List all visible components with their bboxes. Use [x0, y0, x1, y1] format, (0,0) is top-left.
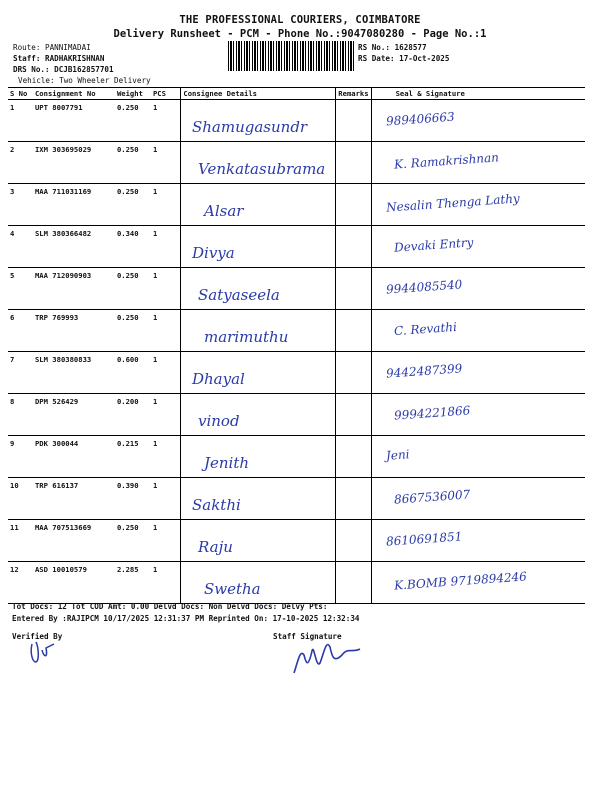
cell-wt: 0.250	[115, 268, 151, 310]
verified-by-label: Verified By	[12, 632, 63, 641]
cell-pcs: 1	[151, 436, 181, 478]
cell-wt: 0.390	[115, 478, 151, 520]
table-row	[8, 520, 585, 562]
table-row	[8, 268, 585, 310]
handwritten-consignee: Raju	[198, 538, 233, 556]
handwritten-consignee: Divya	[192, 244, 235, 262]
col-pcs: PCS	[151, 88, 181, 100]
cell-remarks	[336, 268, 371, 310]
cell-remarks	[336, 520, 371, 562]
cell-remarks	[336, 100, 371, 142]
cell-wt: 0.340	[115, 226, 151, 268]
cell-pcs: 1	[151, 100, 181, 142]
cell-remarks	[336, 478, 371, 520]
staff-signature-label: Staff Signature	[273, 632, 342, 641]
cell-pcs: 1	[151, 394, 181, 436]
vehicle-info: Vehicle: Two Wheeler Delivery	[18, 76, 151, 85]
cell-sno: 8	[8, 394, 33, 436]
cell-remarks	[336, 310, 371, 352]
rs-date: RS Date: 17-Oct-2025	[358, 54, 450, 63]
col-seal: Seal & Signature	[371, 88, 585, 100]
cell-pcs: 1	[151, 478, 181, 520]
handwritten-signature: Jeni	[385, 447, 410, 463]
handwritten-signature: 9442487399	[385, 361, 463, 381]
table-row	[8, 478, 585, 520]
table-row	[8, 310, 585, 352]
handwritten-consignee: vinod	[198, 412, 240, 430]
handwritten-consignee: Jenith	[204, 454, 250, 472]
cell-cn: PDK 300044	[33, 436, 115, 478]
cell-cn: SLM 380380833	[33, 352, 115, 394]
col-sno: S No	[8, 88, 33, 100]
cell-pcs: 1	[151, 268, 181, 310]
rs-number: RS No.: 1628577	[358, 43, 427, 52]
entered-line: Entered By :RAJIPCM 10/17/2025 12:31:37 PM Reprinted On: 17-10-2025 12:32:34	[12, 614, 360, 623]
handwritten-consignee: Alsar	[204, 202, 244, 220]
cell-cn: UPT 8007791	[33, 100, 115, 142]
table-row	[8, 394, 585, 436]
cell-cn: TRP 616137	[33, 478, 115, 520]
cell-pcs: 1	[151, 226, 181, 268]
cell-sno: 6	[8, 310, 33, 352]
cell-cn: ASD 10010579	[33, 562, 115, 604]
cell-remarks	[336, 226, 371, 268]
staff-signature	[290, 633, 370, 678]
cell-pcs: 1	[151, 184, 181, 226]
cell-sno: 9	[8, 436, 33, 478]
handwritten-consignee: Dhayal	[192, 370, 245, 388]
cell-wt: 0.600	[115, 352, 151, 394]
cell-wt: 2.285	[115, 562, 151, 604]
cell-sno: 12	[8, 562, 33, 604]
cell-sno: 1	[8, 100, 33, 142]
cell-wt: 0.215	[115, 436, 151, 478]
handwritten-signature: Devaki Entry	[393, 235, 474, 255]
handwritten-signature: 8610691851	[385, 529, 463, 549]
table-row	[8, 436, 585, 478]
verifier-signature	[26, 636, 66, 668]
route-info: Route: PANNIMADAI	[13, 43, 91, 52]
cell-sno: 3	[8, 184, 33, 226]
table-header	[8, 88, 585, 100]
handwritten-consignee: Sakthi	[192, 496, 241, 514]
handwritten-signature: 989406663	[385, 109, 456, 129]
cell-cn: SLM 380366482	[33, 226, 115, 268]
cell-sno: 11	[8, 520, 33, 562]
cell-pcs: 1	[151, 352, 181, 394]
col-remarks: Remarks	[336, 88, 371, 100]
cell-remarks	[336, 394, 371, 436]
cell-remarks	[336, 184, 371, 226]
col-weight: Weight	[115, 88, 151, 100]
handwritten-signature: K.BOMB 9719894246	[393, 569, 528, 593]
col-consignment: Consignment No	[33, 88, 115, 100]
handwritten-signature: 9944085540	[385, 277, 463, 297]
handwritten-consignee: Venkatasubrama	[198, 160, 326, 178]
handwritten-consignee: Satyaseela	[198, 286, 280, 304]
handwritten-signature: 9994221866	[393, 403, 471, 423]
handwritten-consignee: Swetha	[204, 580, 261, 598]
cell-wt: 0.200	[115, 394, 151, 436]
table-row	[8, 226, 585, 268]
barcode-image	[228, 41, 354, 71]
cell-sno: 10	[8, 478, 33, 520]
cell-wt: 0.250	[115, 142, 151, 184]
cell-sno: 4	[8, 226, 33, 268]
cell-cn: TRP 769993	[33, 310, 115, 352]
drs-info: DRS No.: DCJB162857701	[13, 65, 114, 74]
runsheet-subtitle: Delivery Runsheet - PCM - Phone No.:9047080280 - Page No.:1	[113, 28, 487, 40]
col-consignee: Consignee Details	[181, 88, 336, 100]
handwritten-signature: 8667536007	[393, 487, 471, 507]
cell-wt: 0.250	[115, 184, 151, 226]
cell-sno: 2	[8, 142, 33, 184]
cell-remarks	[336, 352, 371, 394]
cell-cn: MAA 711031169	[33, 184, 115, 226]
cell-pcs: 1	[151, 142, 181, 184]
cell-remarks	[336, 562, 371, 604]
cell-pcs: 1	[151, 310, 181, 352]
handwritten-consignee: marimuthu	[204, 328, 289, 346]
cell-remarks	[336, 142, 371, 184]
handwritten-signature: C. Revathi	[393, 319, 458, 339]
staff-info: Staff: RADHAKRISHNAN	[13, 54, 105, 63]
totals-line: Tot Docs: 12 Tot COD Amt: 0.00 Delvd Docs: Non Delvd Docs: Delvy Pts:	[12, 602, 328, 611]
cell-pcs: 1	[151, 520, 181, 562]
cell-pcs: 1	[151, 562, 181, 604]
handwritten-signature: K. Ramakrishnan	[393, 150, 500, 172]
table-row	[8, 352, 585, 394]
handwritten-signature: Nesalin Thenga Lathy	[385, 191, 521, 215]
cell-sno: 7	[8, 352, 33, 394]
cell-cn: IXM 303695029	[33, 142, 115, 184]
cell-wt: 0.250	[115, 100, 151, 142]
runsheet-title: THE PROFESSIONAL COURIERS, COIMBATORE	[179, 14, 421, 26]
cell-cn: DPM 526429	[33, 394, 115, 436]
cell-wt: 0.250	[115, 310, 151, 352]
cell-remarks	[336, 436, 371, 478]
cell-sno: 5	[8, 268, 33, 310]
cell-wt: 0.250	[115, 520, 151, 562]
cell-cn: MAA 712090903	[33, 268, 115, 310]
handwritten-consignee: Shamugasundr	[192, 118, 308, 136]
cell-cn: MAA 707513669	[33, 520, 115, 562]
